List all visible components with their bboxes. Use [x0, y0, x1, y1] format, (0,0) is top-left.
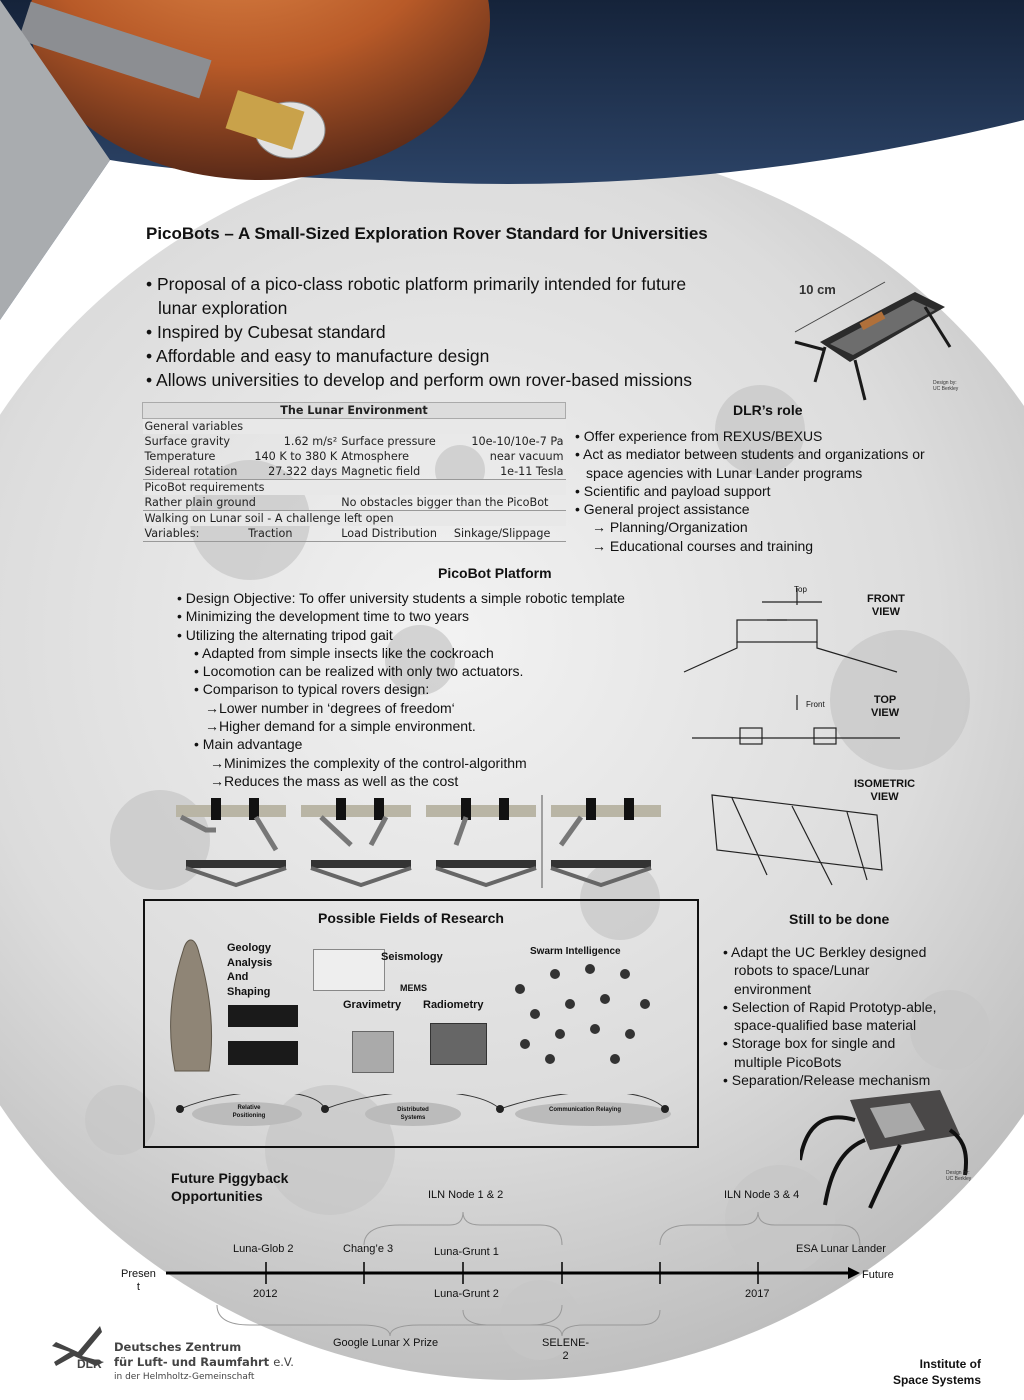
label-line: Shaping — [227, 985, 271, 998]
org-line: für Luft- und Raumfahrt — [114, 1355, 270, 1369]
list-item: robots to space/Lunar — [734, 962, 870, 979]
front-view-label — [867, 593, 905, 619]
table-cell: Temperature — [144, 450, 216, 463]
platform-title: PicoBot Platform — [438, 565, 552, 581]
label-line: VIEW — [871, 707, 900, 719]
title-line: Future Piggyback — [171, 1170, 289, 1186]
luna-glob-2-label: Luna-Glob 2 — [233, 1243, 294, 1255]
table-row — [143, 495, 566, 511]
list-item: • Adapt the UC Berkley designed — [723, 944, 927, 960]
gait-frame — [176, 798, 286, 885]
credit-line: Design by: — [946, 1170, 970, 1176]
table-row — [143, 449, 566, 464]
list-item: → Planning/Organization — [592, 519, 748, 536]
institute-name — [870, 1356, 981, 1388]
render-credit — [946, 1170, 971, 1182]
table-cell: Surface gravity — [144, 435, 230, 448]
label-line: FRONT — [867, 593, 905, 605]
luna-grunt-2-label: Luna-Grunt 2 — [434, 1288, 499, 1300]
rock-sample-icon — [165, 931, 217, 1076]
communication-relaying-label: Communication Relaying — [548, 1107, 621, 1113]
list-item: • Act as mediator between students and organizations or — [575, 446, 925, 463]
list-item: • Locomotion can be realized with only two actuators. — [194, 663, 524, 680]
seismometer-image — [313, 949, 385, 991]
org-line: Deutsches Zentrum — [114, 1340, 242, 1354]
poster-title: PicoBots – A Small-Sized Exploration Rover Standard for Universities — [146, 224, 708, 243]
table-cell: Variables: — [144, 527, 200, 540]
list-item: multiple PicoBots — [734, 1053, 842, 1070]
table-section-header: PicoBot requirements — [143, 480, 566, 496]
gravimetry-label: Gravimetry — [343, 999, 402, 1011]
gait-frame — [551, 798, 661, 885]
radiometry-label: Radiometry — [423, 999, 484, 1011]
list-item: →Reduces the mass as well as the cost — [210, 772, 459, 789]
change-3-label: Chang’e 3 — [343, 1243, 394, 1255]
list-item: • Offer experience from REXUS/BEXUS — [575, 428, 823, 444]
list-item: • Minimizing the development time to two years — [177, 608, 470, 625]
mems-chip-image — [228, 1005, 298, 1027]
institute-line: Space Systems — [892, 1373, 981, 1387]
geology-label — [227, 941, 272, 999]
table-cell: Atmosphere — [341, 450, 409, 463]
isometric-view-label — [854, 778, 915, 804]
org-line: in der Helmholtz-Gemeinschaft — [114, 1372, 255, 1382]
timeline-future-label: Future — [862, 1269, 894, 1281]
gravimeter-image — [352, 1031, 394, 1073]
institute-line: Institute of — [919, 1357, 981, 1371]
table-cell: 27.322 days — [268, 465, 338, 478]
list-item: • General project assistance — [575, 501, 750, 518]
relative-positioning-label — [220, 1104, 278, 1120]
timeline-arrowhead — [848, 1267, 860, 1279]
label-line: VIEW — [870, 791, 899, 803]
list-item: space agencies with Lunar Lander programs — [586, 464, 863, 481]
label-line: TOP — [873, 694, 897, 706]
label-line: Positioning — [232, 1113, 266, 1119]
swarm-robots-icon — [505, 959, 665, 1069]
year-2012-label: 2012 — [253, 1288, 278, 1300]
table-cell: Magnetic field — [341, 465, 421, 478]
intro-bullet: • Proposal of a pico-class robotic platform primarily intended for future — [146, 274, 687, 294]
research-title: Possible Fields of Research — [318, 910, 504, 926]
table-cell: 10e-10/10e-7 Pa — [471, 435, 564, 448]
label-line: ISOMETRIC — [854, 778, 916, 790]
view-arrow-top: Top — [794, 585, 807, 594]
swarm-label: Swarm Intelligence — [530, 946, 621, 957]
table-cell: Traction — [248, 527, 293, 540]
luna-grunt-1-label: Luna-Grunt 1 — [434, 1246, 499, 1258]
table-cell: 140 K to 380 K — [254, 450, 338, 463]
label-line: 2 — [562, 1350, 569, 1362]
selene-2-label — [542, 1337, 589, 1363]
label-line: Relative — [237, 1105, 261, 1111]
list-item: • Main advantage — [194, 736, 303, 753]
iln-node-3-4-label: ILN Node 3 & 4 — [724, 1189, 800, 1201]
timeline-present-label — [121, 1268, 156, 1294]
distributed-systems-label — [383, 1106, 443, 1122]
label-line: VIEW — [871, 606, 900, 618]
table-cell: Rather plain ground — [144, 496, 256, 509]
table-cell: Sinkage/Slippage — [453, 527, 551, 540]
label-line: Systems — [400, 1115, 426, 1121]
list-item: • Utilizing the alternating tripod gait — [177, 626, 393, 643]
iln-node-1-2-label: ILN Node 1 & 2 — [428, 1189, 504, 1201]
label-line: SELENE- — [542, 1337, 590, 1349]
intro-bullet: • Inspired by Cubesat standard — [146, 322, 386, 342]
credit-line: UC Berkley — [946, 1176, 972, 1182]
list-item: • Design Objective: To offer university students a simple robotic template — [177, 590, 625, 606]
list-item: → Educational courses and training — [592, 537, 814, 554]
dlr-role-list — [575, 427, 925, 555]
top-view-label — [871, 694, 899, 720]
todo-title: Still to be done — [789, 911, 890, 927]
gait-frame — [301, 798, 411, 885]
table-cell: Surface pressure — [341, 435, 436, 448]
dlr-organization-name — [114, 1340, 294, 1384]
table-cell: Load Distribution — [341, 527, 437, 540]
todo-list — [723, 943, 936, 1089]
scale-label: 10 cm — [799, 282, 836, 297]
view-arrow-front: Front — [806, 700, 825, 709]
intro-bullet: • Affordable and easy to manufacture design — [146, 346, 490, 366]
intro-bullets — [146, 272, 692, 392]
list-item: →Higher demand for a simple environment. — [205, 718, 476, 735]
google-lunar-x-prize-label: Google Lunar X Prize — [333, 1337, 439, 1349]
table-cell: Sidereal rotation — [144, 465, 238, 478]
list-item: • Storage box for single and — [723, 1035, 896, 1052]
table-section-header: Walking on Lunar soil - A challenge left open — [143, 511, 566, 527]
label-line: Distributed — [397, 1107, 429, 1113]
rover-photo — [785, 272, 960, 408]
research-box — [143, 899, 699, 1148]
photo-credit — [933, 380, 958, 392]
table-cell: No obstacles bigger than the PicoBot — [341, 496, 549, 509]
list-item: • Comparison to typical rovers design: — [194, 681, 430, 698]
table-title: The Lunar Environment — [143, 403, 566, 419]
credit-line: UC Berkley — [933, 386, 959, 392]
list-item: →Minimizes the complexity of the control-algorithm — [210, 754, 527, 771]
label-line: Geology — [227, 942, 272, 954]
intro-bullet: lunar exploration — [158, 298, 288, 318]
label-line: Presen — [121, 1268, 156, 1280]
table-cell: near vacuum — [489, 450, 564, 463]
list-item: • Adapted from simple insects like the cockroach — [194, 644, 494, 661]
lunar-environment-table — [142, 402, 566, 542]
esa-lunar-lander-label: ESA Lunar Lander — [796, 1243, 886, 1255]
title-line: Opportunities — [171, 1188, 263, 1204]
mems-label: MEMS — [400, 983, 427, 993]
mems-chip-image — [228, 1041, 298, 1065]
dlr-role-title: DLR’s role — [733, 402, 803, 418]
org-suffix: e.V. — [273, 1355, 294, 1369]
label-line: And — [227, 971, 249, 983]
label-line: Analysis — [227, 956, 273, 969]
dlr-wordmark: DLR — [77, 1357, 102, 1371]
platform-list — [177, 589, 625, 790]
intro-bullet: • Allows universities to develop and perform own rover-based missions — [146, 370, 692, 390]
table-row — [143, 434, 566, 449]
list-item: • Separation/Release mechanism — [723, 1072, 931, 1089]
table-cell: 1e-11 Tesla — [500, 465, 564, 478]
list-item: space-qualified base material — [734, 1017, 917, 1034]
gait-views-diagram — [672, 580, 922, 900]
list-item: →Lower number in ‘degrees of freedom‘ — [205, 699, 455, 716]
year-2017-label: 2017 — [745, 1288, 770, 1300]
list-item: • Scientific and payload support — [575, 482, 771, 499]
table-cell: 1.62 m/s² — [283, 435, 338, 448]
picobot-render-icon — [800, 1080, 970, 1210]
tripod-gait-diagrams — [176, 790, 662, 894]
list-item: environment — [734, 980, 812, 997]
table-section-header: General variables — [143, 419, 566, 435]
gait-frame — [426, 798, 536, 885]
seismology-label: Seismology — [381, 951, 443, 963]
list-item: • Selection of Rapid Prototyp-able, — [723, 998, 937, 1015]
radiometer-image — [430, 1023, 487, 1065]
table-row — [143, 464, 566, 480]
credit-line: Design by: — [933, 380, 957, 386]
table-row — [143, 526, 566, 542]
label-line: t — [136, 1281, 140, 1293]
